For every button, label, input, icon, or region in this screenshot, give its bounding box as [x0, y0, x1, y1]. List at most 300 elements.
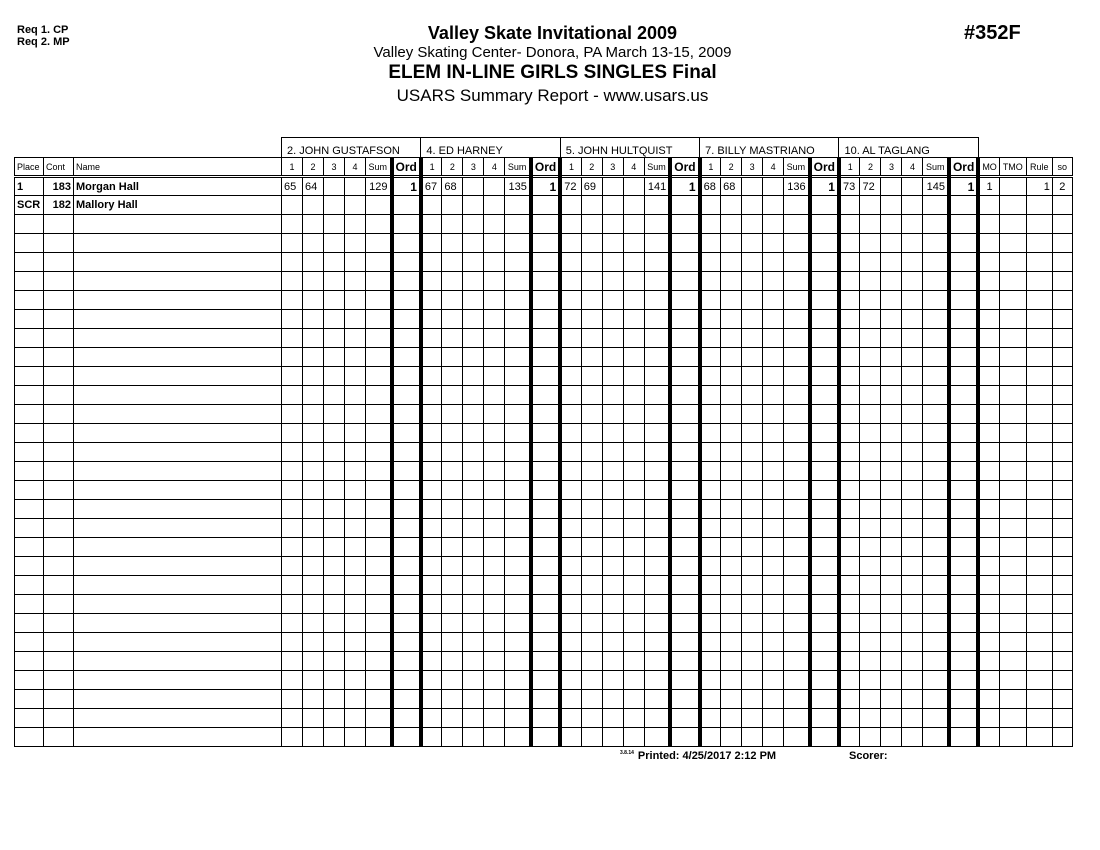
empty-cell	[282, 709, 303, 728]
score-s2	[303, 196, 324, 215]
empty-cell	[581, 481, 602, 500]
score-s2	[721, 196, 742, 215]
empty-cell	[623, 348, 644, 367]
empty-cell	[324, 348, 345, 367]
rule-cell: 1	[1026, 177, 1052, 196]
empty-cell	[902, 424, 923, 443]
empty-cell	[623, 443, 644, 462]
empty-cell	[421, 652, 442, 671]
empty-cell	[1026, 424, 1052, 443]
score-ord	[531, 196, 560, 215]
empty-cell	[345, 690, 366, 709]
empty-row	[15, 500, 1073, 519]
empty-cell	[644, 576, 670, 595]
empty-cell	[978, 671, 999, 690]
empty-cell	[902, 671, 923, 690]
score-s3	[463, 196, 484, 215]
empty-cell	[421, 709, 442, 728]
empty-cell	[1026, 652, 1052, 671]
empty-cell	[644, 671, 670, 690]
empty-cell	[860, 709, 881, 728]
empty-cell	[531, 690, 560, 709]
empty-cell	[810, 519, 839, 538]
empty-cell	[303, 538, 324, 557]
empty-cell	[602, 481, 623, 500]
empty-cell	[484, 709, 505, 728]
empty-cell	[15, 728, 44, 747]
empty-cell	[581, 728, 602, 747]
empty-cell	[742, 405, 763, 424]
empty-cell	[623, 709, 644, 728]
empty-cell	[345, 652, 366, 671]
score-s2: 69	[581, 177, 602, 196]
empty-cell	[531, 291, 560, 310]
empty-cell	[978, 443, 999, 462]
empty-cell	[881, 215, 902, 234]
empty-cell	[303, 595, 324, 614]
empty-cell	[881, 671, 902, 690]
empty-cell	[366, 367, 392, 386]
empty-cell	[923, 367, 949, 386]
empty-cell	[44, 652, 74, 671]
empty-cell	[881, 709, 902, 728]
empty-cell	[392, 253, 421, 272]
score-sum: 141	[644, 177, 670, 196]
empty-cell	[810, 709, 839, 728]
empty-cell	[44, 690, 74, 709]
empty-cell	[999, 576, 1026, 595]
empty-cell	[763, 538, 784, 557]
empty-cell	[345, 557, 366, 576]
empty-cell	[839, 348, 860, 367]
empty-cell	[581, 633, 602, 652]
empty-cell	[763, 443, 784, 462]
empty-cell	[670, 386, 699, 405]
empty-cell	[623, 386, 644, 405]
empty-cell	[860, 576, 881, 595]
empty-cell	[1052, 329, 1072, 348]
empty-cell	[74, 234, 282, 253]
empty-cell	[784, 728, 810, 747]
empty-cell	[282, 595, 303, 614]
score-s3	[324, 196, 345, 215]
score-sum: 135	[505, 177, 531, 196]
empty-cell	[700, 576, 721, 595]
empty-cell	[581, 234, 602, 253]
mo-cell	[978, 196, 999, 215]
empty-cell	[700, 367, 721, 386]
empty-cell	[44, 424, 74, 443]
empty-cell	[860, 291, 881, 310]
empty-cell	[324, 234, 345, 253]
empty-cell	[324, 538, 345, 557]
empty-cell	[1052, 576, 1072, 595]
empty-cell	[392, 709, 421, 728]
empty-cell	[581, 671, 602, 690]
so-cell	[1052, 196, 1072, 215]
empty-cell	[978, 652, 999, 671]
empty-cell	[442, 348, 463, 367]
empty-cell	[421, 253, 442, 272]
empty-cell	[44, 215, 74, 234]
empty-cell	[303, 291, 324, 310]
empty-cell	[810, 386, 839, 405]
empty-cell	[1052, 614, 1072, 633]
empty-cell	[463, 443, 484, 462]
empty-cell	[303, 481, 324, 500]
event-title: ELEM IN-LINE GIRLS SINGLES Final	[388, 62, 717, 83]
empty-cell	[15, 519, 44, 538]
empty-cell	[839, 424, 860, 443]
empty-cell	[366, 234, 392, 253]
empty-cell	[15, 576, 44, 595]
empty-cell	[484, 367, 505, 386]
empty-row	[15, 690, 1073, 709]
empty-cell	[505, 671, 531, 690]
empty-cell	[949, 424, 978, 443]
empty-cell	[999, 348, 1026, 367]
empty-cell	[345, 633, 366, 652]
empty-cell	[1052, 348, 1072, 367]
empty-cell	[860, 481, 881, 500]
empty-cell	[484, 310, 505, 329]
spacer	[978, 138, 1072, 158]
empty-cell	[531, 481, 560, 500]
empty-cell	[581, 709, 602, 728]
empty-cell	[345, 728, 366, 747]
empty-cell	[421, 405, 442, 424]
empty-cell	[670, 633, 699, 652]
empty-cell	[839, 367, 860, 386]
empty-cell	[860, 310, 881, 329]
empty-cell	[303, 443, 324, 462]
empty-cell	[421, 690, 442, 709]
empty-cell	[999, 253, 1026, 272]
empty-cell	[392, 291, 421, 310]
col-summary-3: so	[1052, 158, 1072, 177]
empty-cell	[999, 538, 1026, 557]
empty-row	[15, 234, 1073, 253]
empty-cell	[581, 215, 602, 234]
event-number: #352F	[964, 22, 1021, 44]
empty-cell	[1052, 253, 1072, 272]
empty-cell	[1052, 272, 1072, 291]
empty-cell	[505, 424, 531, 443]
empty-cell	[923, 253, 949, 272]
empty-cell	[560, 424, 581, 443]
empty-cell	[366, 424, 392, 443]
score-sum: 145	[923, 177, 949, 196]
score-s1: 68	[700, 177, 721, 196]
empty-cell	[442, 310, 463, 329]
version-mark: 3.8.14	[620, 750, 634, 757]
empty-cell	[923, 272, 949, 291]
empty-cell	[15, 652, 44, 671]
empty-cell	[392, 424, 421, 443]
empty-cell	[923, 633, 949, 652]
empty-cell	[366, 595, 392, 614]
empty-cell	[1052, 595, 1072, 614]
empty-cell	[810, 462, 839, 481]
empty-cell	[581, 253, 602, 272]
empty-cell	[1026, 709, 1052, 728]
empty-cell	[602, 443, 623, 462]
empty-cell	[366, 671, 392, 690]
empty-cell	[531, 234, 560, 253]
empty-cell	[392, 310, 421, 329]
col-judge-5: Ord	[810, 158, 839, 177]
empty-cell	[670, 424, 699, 443]
empty-cell	[670, 367, 699, 386]
empty-cell	[581, 443, 602, 462]
empty-cell	[531, 215, 560, 234]
empty-cell	[531, 614, 560, 633]
empty-cell	[721, 595, 742, 614]
col-judge-1: 2	[860, 158, 881, 177]
empty-cell	[1052, 709, 1072, 728]
skater-name-cell: Morgan Hall	[74, 177, 282, 196]
empty-cell	[949, 215, 978, 234]
empty-cell	[978, 253, 999, 272]
empty-cell	[392, 671, 421, 690]
empty-cell	[923, 728, 949, 747]
empty-cell	[881, 557, 902, 576]
empty-cell	[881, 443, 902, 462]
empty-cell	[366, 405, 392, 424]
empty-cell	[721, 519, 742, 538]
empty-cell	[282, 633, 303, 652]
empty-cell	[345, 614, 366, 633]
empty-cell	[442, 576, 463, 595]
empty-cell	[839, 386, 860, 405]
col-judge-4: Sum	[366, 158, 392, 177]
empty-cell	[505, 443, 531, 462]
col-summary-2: Rule	[1026, 158, 1052, 177]
empty-cell	[1026, 234, 1052, 253]
empty-cell	[392, 595, 421, 614]
empty-cell	[505, 253, 531, 272]
empty-cell	[366, 348, 392, 367]
empty-cell	[902, 690, 923, 709]
empty-cell	[763, 367, 784, 386]
judge-name: 4. ED HARNEY	[421, 138, 560, 158]
empty-cell	[505, 291, 531, 310]
empty-cell	[763, 671, 784, 690]
empty-cell	[644, 519, 670, 538]
empty-cell	[303, 367, 324, 386]
empty-cell	[392, 367, 421, 386]
empty-cell	[421, 481, 442, 500]
empty-cell	[839, 671, 860, 690]
empty-cell	[392, 481, 421, 500]
empty-cell	[463, 500, 484, 519]
empty-cell	[505, 234, 531, 253]
empty-cell	[442, 481, 463, 500]
empty-cell	[623, 595, 644, 614]
empty-cell	[923, 329, 949, 348]
empty-cell	[74, 405, 282, 424]
empty-cell	[484, 215, 505, 234]
empty-cell	[484, 443, 505, 462]
empty-cell	[784, 253, 810, 272]
empty-cell	[421, 728, 442, 747]
empty-cell	[15, 690, 44, 709]
empty-cell	[303, 614, 324, 633]
empty-cell	[463, 215, 484, 234]
empty-row	[15, 253, 1073, 272]
printed-line	[620, 750, 776, 762]
empty-cell	[978, 329, 999, 348]
empty-cell	[839, 633, 860, 652]
empty-cell	[881, 405, 902, 424]
empty-cell	[463, 652, 484, 671]
empty-cell	[303, 215, 324, 234]
empty-cell	[484, 424, 505, 443]
empty-cell	[505, 367, 531, 386]
empty-cell	[784, 576, 810, 595]
empty-cell	[623, 272, 644, 291]
empty-cell	[881, 614, 902, 633]
empty-cell	[644, 386, 670, 405]
empty-cell	[345, 576, 366, 595]
empty-cell	[902, 253, 923, 272]
empty-cell	[324, 215, 345, 234]
scorer-label: Scorer:	[849, 750, 888, 762]
empty-cell	[581, 614, 602, 633]
empty-cell	[810, 310, 839, 329]
empty-cell	[1052, 443, 1072, 462]
empty-cell	[860, 272, 881, 291]
empty-cell	[1052, 633, 1072, 652]
empty-cell	[839, 234, 860, 253]
empty-cell	[644, 215, 670, 234]
empty-cell	[442, 709, 463, 728]
score-s2	[442, 196, 463, 215]
empty-cell	[978, 690, 999, 709]
empty-cell	[505, 728, 531, 747]
empty-cell	[670, 234, 699, 253]
empty-cell	[602, 671, 623, 690]
empty-cell	[484, 557, 505, 576]
empty-cell	[670, 310, 699, 329]
empty-cell	[392, 633, 421, 652]
empty-cell	[392, 405, 421, 424]
empty-cell	[949, 576, 978, 595]
empty-cell	[742, 614, 763, 633]
empty-cell	[484, 462, 505, 481]
empty-cell	[721, 424, 742, 443]
empty-cell	[902, 462, 923, 481]
empty-cell	[902, 576, 923, 595]
empty-cell	[442, 215, 463, 234]
score-s4	[902, 196, 923, 215]
empty-cell	[366, 728, 392, 747]
empty-cell	[978, 291, 999, 310]
empty-cell	[860, 424, 881, 443]
empty-cell	[978, 728, 999, 747]
empty-cell	[784, 424, 810, 443]
empty-cell	[74, 652, 282, 671]
empty-cell	[644, 310, 670, 329]
empty-cell	[44, 234, 74, 253]
empty-cell	[505, 595, 531, 614]
empty-cell	[366, 614, 392, 633]
empty-cell	[74, 538, 282, 557]
empty-cell	[581, 519, 602, 538]
empty-cell	[742, 671, 763, 690]
empty-row	[15, 614, 1073, 633]
col-judge-4: Sum	[644, 158, 670, 177]
empty-cell	[860, 500, 881, 519]
empty-cell	[463, 519, 484, 538]
empty-cell	[345, 386, 366, 405]
empty-cell	[421, 557, 442, 576]
empty-cell	[700, 348, 721, 367]
empty-cell	[721, 443, 742, 462]
empty-cell	[721, 576, 742, 595]
empty-cell	[999, 462, 1026, 481]
judges-header-row	[15, 138, 1073, 158]
empty-cell	[602, 234, 623, 253]
empty-cell	[44, 595, 74, 614]
empty-cell	[978, 538, 999, 557]
score-s2	[860, 196, 881, 215]
requirement-1: Req 1. CP	[17, 24, 69, 36]
empty-cell	[345, 215, 366, 234]
empty-cell	[531, 652, 560, 671]
empty-cell	[784, 652, 810, 671]
empty-cell	[949, 234, 978, 253]
empty-cell	[860, 652, 881, 671]
empty-cell	[902, 348, 923, 367]
empty-cell	[560, 538, 581, 557]
empty-cell	[881, 310, 902, 329]
empty-cell	[623, 310, 644, 329]
empty-cell	[581, 329, 602, 348]
score-s4	[763, 177, 784, 196]
score-s4	[902, 177, 923, 196]
empty-cell	[560, 576, 581, 595]
empty-cell	[784, 234, 810, 253]
empty-cell	[644, 709, 670, 728]
empty-cell	[505, 614, 531, 633]
empty-cell	[345, 367, 366, 386]
empty-cell	[602, 538, 623, 557]
empty-cell	[923, 690, 949, 709]
empty-cell	[999, 481, 1026, 500]
score-s3	[602, 177, 623, 196]
empty-cell	[15, 405, 44, 424]
empty-cell	[860, 234, 881, 253]
empty-cell	[484, 253, 505, 272]
empty-cell	[902, 443, 923, 462]
empty-cell	[1026, 462, 1052, 481]
empty-cell	[74, 519, 282, 538]
empty-cell	[421, 633, 442, 652]
empty-cell	[1052, 671, 1072, 690]
empty-cell	[742, 633, 763, 652]
empty-cell	[902, 614, 923, 633]
empty-cell	[999, 272, 1026, 291]
empty-cell	[484, 234, 505, 253]
empty-cell	[784, 386, 810, 405]
col-judge-3: 4	[623, 158, 644, 177]
empty-cell	[421, 576, 442, 595]
empty-cell	[392, 500, 421, 519]
empty-cell	[484, 633, 505, 652]
empty-cell	[560, 272, 581, 291]
empty-cell	[1026, 671, 1052, 690]
